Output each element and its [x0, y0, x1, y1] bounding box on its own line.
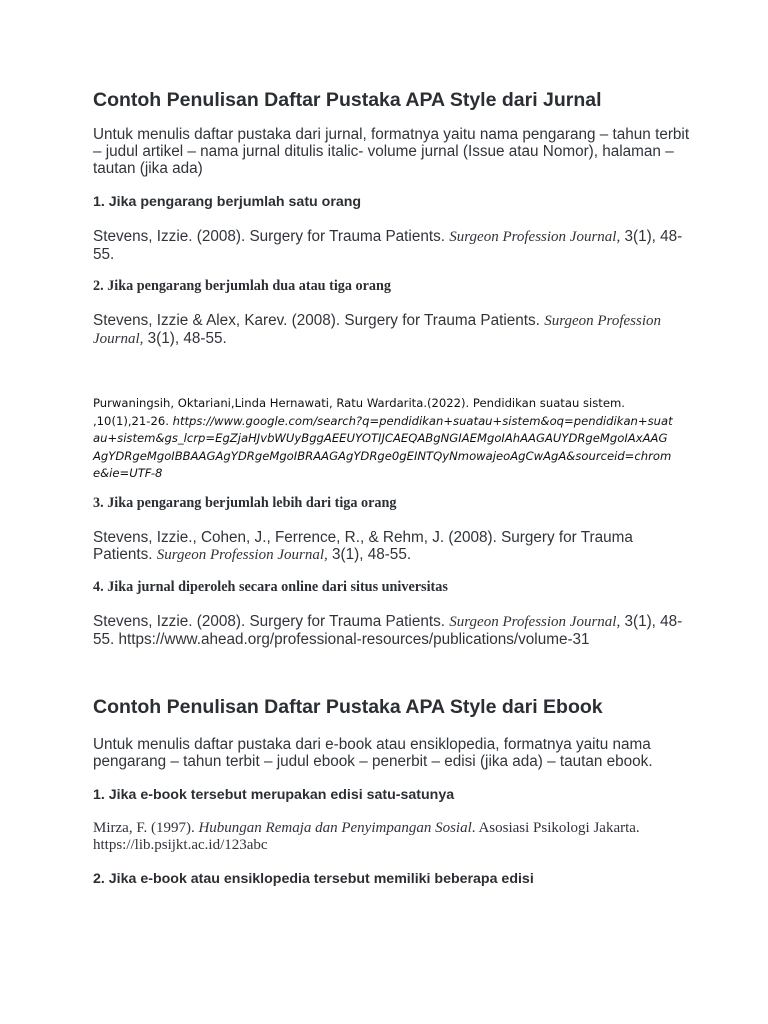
- journal-name: Surgeon Profession Journal,: [156, 547, 328, 563]
- section-title-jurnal: Contoh Penulisan Daftar Pustaka APA Style dari Jurnal: [93, 89, 602, 111]
- reference-case-2: [93, 312, 693, 348]
- note-url-block: [93, 413, 675, 483]
- reference-case-3: [93, 529, 693, 564]
- reference-case-4: [93, 613, 693, 648]
- journal-name: Surgeon Profession Journal,: [449, 614, 621, 630]
- reference-text: Stevens, Izzie. (2008). Surgery for Trauma Patients.: [93, 228, 445, 245]
- note-url[interactable]: https://www.google.com/search?q=pendidikan+suatau+sistem&oq=pendidikan+suatau+sistem&gs_lcrp=EgZjaHJvbWUyBggAEEUYOTIJCAEQABgNGIAEMgoIAhAAGAUYDRgeMgoIAxAAGAgYDRgeMgoIBBAAGAgYDRgeMgoIBRAAGAgYDRge0gEINTQyNmowajeoAgCwAgA&sourceid=chrome&ie=UTF-8: [93, 413, 673, 480]
- intro-ebook: Untuk menulis daftar pustaka dari e-book atau ensiklopedia, formatnya yaitu nama pengarang – tahun terbit – judul ebook – penerbit – edisi (jika ada) – tautan ebook.: [93, 736, 653, 770]
- journal-name: Surgeon Profession Journal,: [93, 313, 661, 347]
- note-pages: ,10(1),21-26.: [93, 413, 169, 428]
- reference-publisher-url: . Asosiasi Psikologi Jakarta. https://lib.psijkt.ac.id/123abc: [93, 820, 640, 853]
- section-title-ebook: Contoh Penulisan Daftar Pustaka APA Style dari Ebook: [93, 696, 603, 718]
- reference-volume: 3(1), 48-55.: [93, 228, 683, 263]
- heading-case-2: 2. Jika pengarang berjumlah dua atau tiga orang: [93, 278, 391, 294]
- inserted-reference-note: [93, 395, 675, 483]
- journal-name: Surgeon Profession Journal,: [449, 229, 621, 245]
- reference-text: Stevens, Izzie., Cohen, J., Ferrence, R., & Rehm, J. (2008). Surgery for Trauma Patients.: [93, 529, 633, 563]
- reference-case-1: [93, 228, 693, 263]
- reference-volume: 3(1), 48-55.: [147, 330, 227, 347]
- reference-volume: 3(1), 48-55.: [332, 546, 412, 563]
- reference-volume-url: 3(1), 48-55. https://www.ahead.org/professional-resources/publications/volume-31: [93, 613, 683, 648]
- reference-text: Stevens, Izzie & Alex, Karev. (2008). Surgery for Trauma Patients.: [93, 312, 540, 329]
- reference-text: Stevens, Izzie. (2008). Surgery for Trauma Patients.: [93, 613, 445, 630]
- intro-jurnal: Untuk menulis daftar pustaka dari jurnal, formatnya yaitu nama pengarang – tahun terbit – judul artikel – nama jurnal ditulis italic- volume jurnal (Issue atau Nomor), halaman – tautan (jika ada): [93, 126, 690, 177]
- ebook-title: Hubungan Remaja dan Penyimpangan Sosial: [198, 820, 472, 836]
- heading-case-4: 4. Jika jurnal diperoleh secara online dari situs universitas: [93, 579, 448, 595]
- reference-text: Mirza, F. (1997).: [93, 820, 195, 836]
- note-citation: Purwaningsih, Oktariani,Linda Hernawati, Ratu Wardarita.(2022). Pendidikan suatau sistem.: [93, 396, 625, 410]
- heading-case-3: 3. Jika pengarang berjumlah lebih dari tiga orang: [93, 495, 397, 511]
- heading-ebook-case-1: 1. Jika e-book tersebut merupakan edisi satu-satunya: [93, 787, 455, 803]
- heading-case-1: 1. Jika pengarang berjumlah satu orang: [93, 194, 362, 210]
- heading-ebook-case-2: 2. Jika e-book atau ensiklopedia tersebut memiliki beberapa edisi: [93, 871, 534, 887]
- reference-ebook-case-1: [93, 820, 693, 854]
